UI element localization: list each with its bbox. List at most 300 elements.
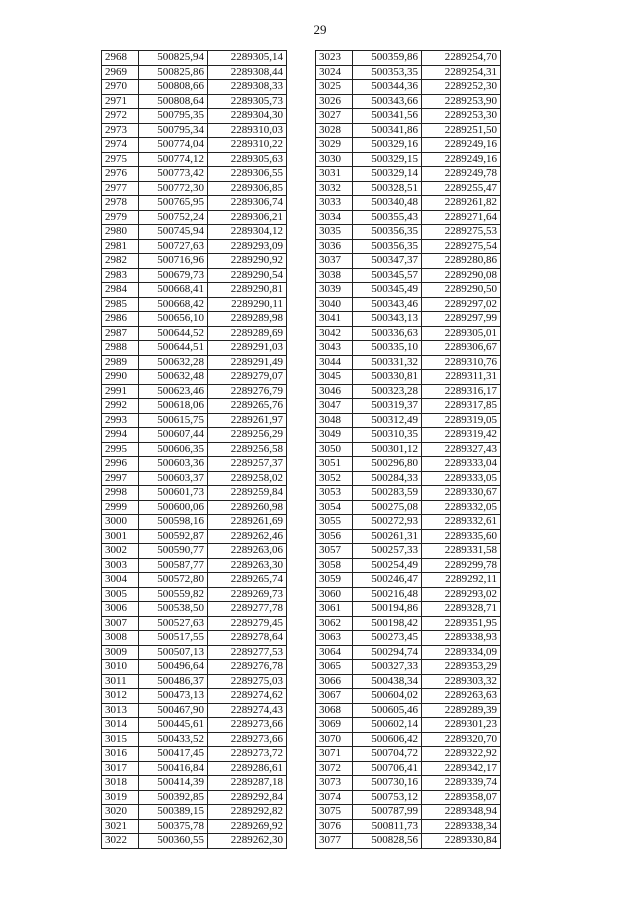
point-number-cell: 2996 <box>102 457 139 472</box>
point-number-cell: 3011 <box>102 674 139 689</box>
table-row <box>316 355 501 370</box>
point-number-cell: 3048 <box>316 413 353 428</box>
table-row <box>316 674 501 689</box>
table-row <box>102 674 287 689</box>
table-row <box>102 631 287 646</box>
y-coordinate-cell: 2289260,98 <box>208 500 287 515</box>
table-row <box>316 239 501 254</box>
y-coordinate-cell: 2289353,29 <box>422 660 501 675</box>
y-coordinate-cell: 2289287,18 <box>208 776 287 791</box>
table-row <box>316 500 501 515</box>
x-coordinate-cell: 500656,10 <box>139 312 208 327</box>
table-row <box>316 471 501 486</box>
point-number-cell: 3069 <box>316 718 353 733</box>
x-coordinate-cell: 500329,15 <box>353 152 422 167</box>
table-row <box>316 413 501 428</box>
y-coordinate-cell: 2289306,55 <box>208 167 287 182</box>
point-number-cell: 3040 <box>316 297 353 312</box>
point-number-cell: 3047 <box>316 399 353 414</box>
x-coordinate-cell: 500329,16 <box>353 138 422 153</box>
table-row <box>102 384 287 399</box>
x-coordinate-cell: 500198,42 <box>353 616 422 631</box>
x-coordinate-cell: 500416,84 <box>139 761 208 776</box>
table-row <box>316 152 501 167</box>
y-coordinate-cell: 2289310,22 <box>208 138 287 153</box>
point-number-cell: 3066 <box>316 674 353 689</box>
table-row <box>102 602 287 617</box>
x-coordinate-cell: 500414,39 <box>139 776 208 791</box>
point-number-cell: 3073 <box>316 776 353 791</box>
y-coordinate-cell: 2289301,23 <box>422 718 501 733</box>
x-coordinate-cell: 500668,41 <box>139 283 208 298</box>
table-row <box>102 210 287 225</box>
point-number-cell: 3010 <box>102 660 139 675</box>
table-row <box>102 225 287 240</box>
point-number-cell: 3038 <box>316 268 353 283</box>
point-number-cell: 3053 <box>316 486 353 501</box>
x-coordinate-cell: 500774,12 <box>139 152 208 167</box>
point-number-cell: 2979 <box>102 210 139 225</box>
x-coordinate-cell: 500473,13 <box>139 689 208 704</box>
point-number-cell: 3062 <box>316 616 353 631</box>
x-coordinate-cell: 500353,35 <box>353 65 422 80</box>
x-coordinate-cell: 500343,66 <box>353 94 422 109</box>
x-coordinate-cell: 500825,94 <box>139 51 208 66</box>
table-row <box>316 790 501 805</box>
x-coordinate-cell: 500615,75 <box>139 413 208 428</box>
y-coordinate-cell: 2289338,34 <box>422 819 501 834</box>
table-row <box>316 138 501 153</box>
x-coordinate-cell: 500486,37 <box>139 674 208 689</box>
point-number-cell: 3007 <box>102 616 139 631</box>
y-coordinate-cell: 2289254,70 <box>422 51 501 66</box>
y-coordinate-cell: 2289275,53 <box>422 225 501 240</box>
x-coordinate-cell: 500323,28 <box>353 384 422 399</box>
table-row <box>102 573 287 588</box>
y-coordinate-cell: 2289303,32 <box>422 674 501 689</box>
x-coordinate-cell: 500632,28 <box>139 355 208 370</box>
table-row <box>316 703 501 718</box>
table-row <box>316 268 501 283</box>
point-number-cell: 3074 <box>316 790 353 805</box>
y-coordinate-cell: 2289252,30 <box>422 80 501 95</box>
table-row <box>316 181 501 196</box>
point-number-cell: 2973 <box>102 123 139 138</box>
y-coordinate-cell: 2289262,30 <box>208 834 287 849</box>
table-row <box>102 399 287 414</box>
x-coordinate-cell: 500445,61 <box>139 718 208 733</box>
table-row <box>102 805 287 820</box>
y-coordinate-cell: 2289256,29 <box>208 428 287 443</box>
y-coordinate-cell: 2289299,78 <box>422 558 501 573</box>
y-coordinate-cell: 2289292,84 <box>208 790 287 805</box>
x-coordinate-cell: 500438,34 <box>353 674 422 689</box>
y-coordinate-cell: 2289263,06 <box>208 544 287 559</box>
point-number-cell: 3029 <box>316 138 353 153</box>
table-row <box>102 660 287 675</box>
x-coordinate-cell: 500517,55 <box>139 631 208 646</box>
y-coordinate-cell: 2289261,82 <box>422 196 501 211</box>
table-row <box>102 732 287 747</box>
x-coordinate-cell: 500704,72 <box>353 747 422 762</box>
x-coordinate-cell: 500598,16 <box>139 515 208 530</box>
y-coordinate-cell: 2289278,64 <box>208 631 287 646</box>
x-coordinate-cell: 500273,45 <box>353 631 422 646</box>
point-number-cell: 3072 <box>316 761 353 776</box>
x-coordinate-cell: 500331,32 <box>353 355 422 370</box>
y-coordinate-cell: 2289277,78 <box>208 602 287 617</box>
point-number-cell: 2980 <box>102 225 139 240</box>
x-coordinate-cell: 500284,33 <box>353 471 422 486</box>
point-number-cell: 3071 <box>316 747 353 762</box>
table-row <box>102 138 287 153</box>
x-coordinate-cell: 500606,35 <box>139 442 208 457</box>
point-number-cell: 2976 <box>102 167 139 182</box>
x-coordinate-cell: 500355,43 <box>353 210 422 225</box>
x-coordinate-cell: 500272,93 <box>353 515 422 530</box>
point-number-cell: 3055 <box>316 515 353 530</box>
y-coordinate-cell: 2289311,31 <box>422 370 501 385</box>
y-coordinate-cell: 2289306,21 <box>208 210 287 225</box>
y-coordinate-cell: 2289332,61 <box>422 515 501 530</box>
x-coordinate-cell: 500330,81 <box>353 370 422 385</box>
y-coordinate-cell: 2289255,47 <box>422 181 501 196</box>
point-number-cell: 2998 <box>102 486 139 501</box>
table-row <box>102 616 287 631</box>
point-number-cell: 3051 <box>316 457 353 472</box>
y-coordinate-cell: 2289290,11 <box>208 297 287 312</box>
x-coordinate-cell: 500811,73 <box>353 819 422 834</box>
table-row <box>102 51 287 66</box>
y-coordinate-cell: 2289274,43 <box>208 703 287 718</box>
point-number-cell: 3043 <box>316 341 353 356</box>
table-row <box>316 384 501 399</box>
y-coordinate-cell: 2289297,99 <box>422 312 501 327</box>
point-number-cell: 3052 <box>316 471 353 486</box>
x-coordinate-cell: 500668,42 <box>139 297 208 312</box>
point-number-cell: 2995 <box>102 442 139 457</box>
point-number-cell: 2977 <box>102 181 139 196</box>
point-number-cell: 3030 <box>316 152 353 167</box>
x-coordinate-cell: 500773,42 <box>139 167 208 182</box>
x-coordinate-cell: 500604,02 <box>353 689 422 704</box>
table-row <box>102 747 287 762</box>
x-coordinate-cell: 500644,52 <box>139 326 208 341</box>
point-number-cell: 3064 <box>316 645 353 660</box>
x-coordinate-cell: 500329,14 <box>353 167 422 182</box>
y-coordinate-cell: 2289289,39 <box>422 703 501 718</box>
point-number-cell: 2991 <box>102 384 139 399</box>
x-coordinate-cell: 500772,30 <box>139 181 208 196</box>
table-row <box>102 268 287 283</box>
table-row <box>316 51 501 66</box>
table-row <box>102 761 287 776</box>
point-number-cell: 3006 <box>102 602 139 617</box>
y-coordinate-cell: 2289333,05 <box>422 471 501 486</box>
x-coordinate-cell: 500795,35 <box>139 109 208 124</box>
x-coordinate-cell: 500340,48 <box>353 196 422 211</box>
x-coordinate-cell: 500360,55 <box>139 834 208 849</box>
x-coordinate-cell: 500606,42 <box>353 732 422 747</box>
y-coordinate-cell: 2289297,02 <box>422 297 501 312</box>
y-coordinate-cell: 2289339,74 <box>422 776 501 791</box>
x-coordinate-cell: 500605,46 <box>353 703 422 718</box>
x-coordinate-cell: 500417,45 <box>139 747 208 762</box>
table-row <box>102 718 287 733</box>
y-coordinate-cell: 2289320,70 <box>422 732 501 747</box>
y-coordinate-cell: 2289261,97 <box>208 413 287 428</box>
x-coordinate-cell: 500257,33 <box>353 544 422 559</box>
table-row <box>316 616 501 631</box>
y-coordinate-cell: 2289358,07 <box>422 790 501 805</box>
table-row <box>102 109 287 124</box>
y-coordinate-cell: 2289333,04 <box>422 457 501 472</box>
x-coordinate-cell: 500787,99 <box>353 805 422 820</box>
table-row <box>102 689 287 704</box>
table-row <box>316 544 501 559</box>
y-coordinate-cell: 2289290,54 <box>208 268 287 283</box>
y-coordinate-cell: 2289276,79 <box>208 384 287 399</box>
table-row <box>316 486 501 501</box>
y-coordinate-cell: 2289330,67 <box>422 486 501 501</box>
x-coordinate-cell: 500590,77 <box>139 544 208 559</box>
table-row <box>102 544 287 559</box>
x-coordinate-cell: 500433,52 <box>139 732 208 747</box>
y-coordinate-cell: 2289269,92 <box>208 819 287 834</box>
table-row <box>316 326 501 341</box>
x-coordinate-cell: 500753,12 <box>353 790 422 805</box>
table-row <box>102 834 287 849</box>
point-number-cell: 2974 <box>102 138 139 153</box>
y-coordinate-cell: 2289256,58 <box>208 442 287 457</box>
x-coordinate-cell: 500296,80 <box>353 457 422 472</box>
y-coordinate-cell: 2289257,37 <box>208 457 287 472</box>
x-coordinate-cell: 500216,48 <box>353 587 422 602</box>
point-number-cell: 2990 <box>102 370 139 385</box>
point-number-cell: 2983 <box>102 268 139 283</box>
table-row <box>102 312 287 327</box>
table-row <box>102 370 287 385</box>
table-row <box>316 819 501 834</box>
y-coordinate-cell: 2289328,71 <box>422 602 501 617</box>
point-number-cell: 3025 <box>316 80 353 95</box>
table-row <box>316 370 501 385</box>
table-row <box>316 573 501 588</box>
x-coordinate-cell: 500341,56 <box>353 109 422 124</box>
point-number-cell: 3021 <box>102 819 139 834</box>
x-coordinate-cell: 500716,96 <box>139 254 208 269</box>
y-coordinate-cell: 2289305,73 <box>208 94 287 109</box>
table-row <box>102 776 287 791</box>
y-coordinate-cell: 2289279,07 <box>208 370 287 385</box>
point-number-cell: 2992 <box>102 399 139 414</box>
y-coordinate-cell: 2289249,16 <box>422 138 501 153</box>
y-coordinate-cell: 2289327,43 <box>422 442 501 457</box>
x-coordinate-cell: 500356,35 <box>353 225 422 240</box>
point-number-cell: 3009 <box>102 645 139 660</box>
table-row <box>102 471 287 486</box>
table-row <box>102 587 287 602</box>
point-number-cell: 2989 <box>102 355 139 370</box>
table-row <box>316 747 501 762</box>
point-number-cell: 2972 <box>102 109 139 124</box>
point-number-cell: 3077 <box>316 834 353 849</box>
y-coordinate-cell: 2289292,11 <box>422 573 501 588</box>
table-row <box>316 515 501 530</box>
x-coordinate-cell: 500254,49 <box>353 558 422 573</box>
point-number-cell: 3042 <box>316 326 353 341</box>
y-coordinate-cell: 2289276,78 <box>208 660 287 675</box>
x-coordinate-cell: 500808,66 <box>139 80 208 95</box>
x-coordinate-cell: 500752,24 <box>139 210 208 225</box>
x-coordinate-cell: 500706,41 <box>353 761 422 776</box>
coordinates-table-right <box>315 50 501 849</box>
point-number-cell: 2985 <box>102 297 139 312</box>
point-number-cell: 3037 <box>316 254 353 269</box>
x-coordinate-cell: 500246,47 <box>353 573 422 588</box>
y-coordinate-cell: 2289251,50 <box>422 123 501 138</box>
y-coordinate-cell: 2289291,49 <box>208 355 287 370</box>
table-row <box>102 486 287 501</box>
table-row <box>102 428 287 443</box>
point-number-cell: 3049 <box>316 428 353 443</box>
table-row <box>102 80 287 95</box>
point-number-cell: 2993 <box>102 413 139 428</box>
x-coordinate-cell: 500765,95 <box>139 196 208 211</box>
y-coordinate-cell: 2289348,94 <box>422 805 501 820</box>
point-number-cell: 3024 <box>316 65 353 80</box>
y-coordinate-cell: 2289280,86 <box>422 254 501 269</box>
x-coordinate-cell: 500335,10 <box>353 341 422 356</box>
y-coordinate-cell: 2289293,09 <box>208 239 287 254</box>
x-coordinate-cell: 500679,73 <box>139 268 208 283</box>
y-coordinate-cell: 2289286,61 <box>208 761 287 776</box>
point-number-cell: 3019 <box>102 790 139 805</box>
y-coordinate-cell: 2289338,93 <box>422 631 501 646</box>
table-row <box>102 181 287 196</box>
point-number-cell: 2968 <box>102 51 139 66</box>
y-coordinate-cell: 2289279,45 <box>208 616 287 631</box>
y-coordinate-cell: 2289265,76 <box>208 399 287 414</box>
point-number-cell: 3057 <box>316 544 353 559</box>
point-number-cell: 2971 <box>102 94 139 109</box>
point-number-cell: 3000 <box>102 515 139 530</box>
x-coordinate-cell: 500336,63 <box>353 326 422 341</box>
y-coordinate-cell: 2289334,09 <box>422 645 501 660</box>
table-row <box>316 65 501 80</box>
table-row <box>316 196 501 211</box>
x-coordinate-cell: 500623,46 <box>139 384 208 399</box>
point-number-cell: 3046 <box>316 384 353 399</box>
y-coordinate-cell: 2289292,82 <box>208 805 287 820</box>
point-number-cell: 3050 <box>316 442 353 457</box>
x-coordinate-cell: 500312,49 <box>353 413 422 428</box>
point-number-cell: 3059 <box>316 573 353 588</box>
x-coordinate-cell: 500319,37 <box>353 399 422 414</box>
table-row <box>316 776 501 791</box>
point-number-cell: 2986 <box>102 312 139 327</box>
y-coordinate-cell: 2289306,85 <box>208 181 287 196</box>
y-coordinate-cell: 2289273,66 <box>208 718 287 733</box>
point-number-cell: 3044 <box>316 355 353 370</box>
x-coordinate-cell: 500644,51 <box>139 341 208 356</box>
point-number-cell: 3013 <box>102 703 139 718</box>
y-coordinate-cell: 2289258,02 <box>208 471 287 486</box>
table-row <box>102 703 287 718</box>
table-row <box>102 442 287 457</box>
table-row <box>316 283 501 298</box>
table-row <box>102 326 287 341</box>
y-coordinate-cell: 2289290,08 <box>422 268 501 283</box>
y-coordinate-cell: 2289277,53 <box>208 645 287 660</box>
x-coordinate-cell: 500375,78 <box>139 819 208 834</box>
y-coordinate-cell: 2289290,92 <box>208 254 287 269</box>
point-number-cell: 2981 <box>102 239 139 254</box>
x-coordinate-cell: 500559,82 <box>139 587 208 602</box>
table-row <box>102 355 287 370</box>
x-coordinate-cell: 500828,56 <box>353 834 422 849</box>
x-coordinate-cell: 500825,86 <box>139 65 208 80</box>
table-row <box>316 210 501 225</box>
point-number-cell: 3033 <box>316 196 353 211</box>
table-row <box>316 529 501 544</box>
point-number-cell: 3070 <box>316 732 353 747</box>
y-coordinate-cell: 2289330,84 <box>422 834 501 849</box>
table-row <box>316 80 501 95</box>
y-coordinate-cell: 2289335,60 <box>422 529 501 544</box>
x-coordinate-cell: 500795,34 <box>139 123 208 138</box>
point-number-cell: 3034 <box>316 210 353 225</box>
y-coordinate-cell: 2289275,54 <box>422 239 501 254</box>
x-coordinate-cell: 500601,73 <box>139 486 208 501</box>
x-coordinate-cell: 500600,06 <box>139 500 208 515</box>
table-row <box>102 94 287 109</box>
table-row <box>102 790 287 805</box>
y-coordinate-cell: 2289263,30 <box>208 558 287 573</box>
point-number-cell: 3020 <box>102 805 139 820</box>
x-coordinate-cell: 500343,13 <box>353 312 422 327</box>
point-number-cell: 3054 <box>316 500 353 515</box>
x-coordinate-cell: 500587,77 <box>139 558 208 573</box>
point-number-cell: 2969 <box>102 65 139 80</box>
y-coordinate-cell: 2289305,14 <box>208 51 287 66</box>
point-number-cell: 3056 <box>316 529 353 544</box>
y-coordinate-cell: 2289254,31 <box>422 65 501 80</box>
point-number-cell: 2988 <box>102 341 139 356</box>
point-number-cell: 3028 <box>316 123 353 138</box>
y-coordinate-cell: 2289342,17 <box>422 761 501 776</box>
table-row <box>316 602 501 617</box>
point-number-cell: 3018 <box>102 776 139 791</box>
table-row <box>102 341 287 356</box>
table-row <box>316 631 501 646</box>
y-coordinate-cell: 2289305,01 <box>422 326 501 341</box>
x-coordinate-cell: 500261,31 <box>353 529 422 544</box>
table-row <box>316 109 501 124</box>
y-coordinate-cell: 2289253,90 <box>422 94 501 109</box>
y-coordinate-cell: 2289304,12 <box>208 225 287 240</box>
y-coordinate-cell: 2289253,30 <box>422 109 501 124</box>
table-row <box>102 819 287 834</box>
y-coordinate-cell: 2289291,03 <box>208 341 287 356</box>
x-coordinate-cell: 500538,50 <box>139 602 208 617</box>
x-coordinate-cell: 500592,87 <box>139 529 208 544</box>
table-row <box>316 645 501 660</box>
y-coordinate-cell: 2289308,44 <box>208 65 287 80</box>
y-coordinate-cell: 2289304,30 <box>208 109 287 124</box>
table-row <box>316 442 501 457</box>
point-number-cell: 3003 <box>102 558 139 573</box>
